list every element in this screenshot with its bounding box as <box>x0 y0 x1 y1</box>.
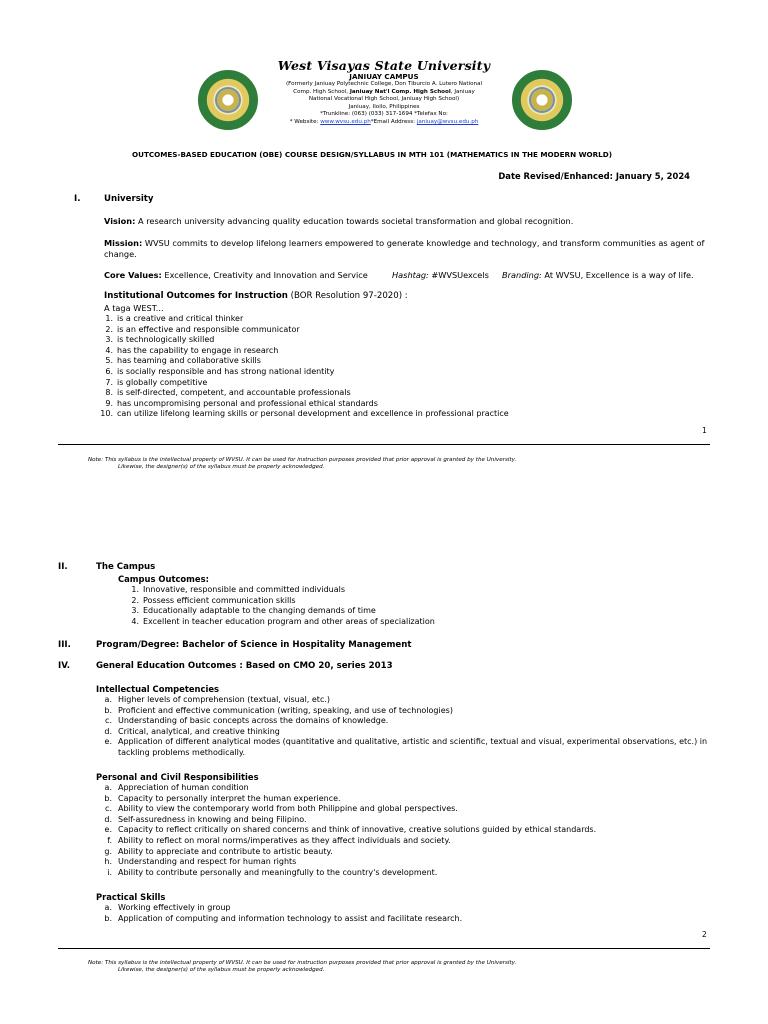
campus-seal-right-icon <box>512 70 572 130</box>
hashtag-label: Hashtag: <box>392 270 429 280</box>
practical-skills-list <box>100 903 708 924</box>
vision-text: A research university advancing quality education towards societal transformation and global recognition. <box>135 216 574 226</box>
campus-name: JANIUAY CAMPUS <box>349 72 419 81</box>
campus-outcomes-list <box>126 585 435 627</box>
section-4-number: IV. <box>58 661 71 671</box>
branding-paragraph <box>502 270 694 281</box>
list-item: e. Application of different analytical modes (quantitative and qualitative, artistic and scientific, textual and visual, experimental observations, etc.) in tackling problems methodically. <box>104 737 708 757</box>
mission-paragraph <box>104 238 714 259</box>
mission-text: WVSU commits to develop lifelong learners empowered to generate knowledge and technology, and transform communities as agent of change. <box>104 238 705 259</box>
section-2-number: II. <box>58 562 68 572</box>
list-item: b. Capacity to personally interpret the human experience. <box>104 793 341 803</box>
core-values-text: Excellence, Creativity and Innovation and Service <box>161 270 368 280</box>
header-line-3: National Vocational High School, Janiuay High School) <box>308 96 460 103</box>
core-values-paragraph <box>104 270 368 281</box>
list-item: 10. can utilize lifelong learning skills or personal development and excellence in professional practice <box>100 409 509 419</box>
university-seal-left-icon <box>198 70 258 130</box>
institutional-outcomes-label: Institutional Outcomes for Instruction <box>104 291 288 301</box>
page-number-1: 1 <box>702 426 707 435</box>
list-item: 8. is self-directed, competent, and accountable professionals <box>105 388 351 398</box>
list-item: f. Ability to reflect on moral norms/imperatives as they affect individuals and society. <box>107 835 451 845</box>
date-revised: Date Revised/Enhanced: January 5, 2024 <box>498 171 690 181</box>
section-1-number: I. <box>74 194 81 204</box>
section-1-title: University <box>104 194 154 204</box>
list-item: 4. Excellent in teacher education program and other areas of specialization <box>131 616 435 626</box>
institutional-outcomes-list <box>100 314 509 420</box>
header-contact-line <box>274 119 494 127</box>
core-values-label: Core Values: <box>104 270 162 280</box>
footer-note-line-2: Likewise, the designer(s) of the syllabus must be properly acknowledged. <box>118 967 325 974</box>
header-address-block <box>274 81 494 126</box>
list-item: e. Capacity to reflect critically on shared concerns and think of innovative, creative solutions guided by ethical standards. <box>104 825 597 835</box>
footer-note-line-2: Likewise, the designer(s) of the syllabus must be properly acknowledged. <box>118 464 325 471</box>
header-line-5: *Trunkline: (063) (033) 317-1694 *Telefax No: <box>320 111 448 118</box>
list-item: a. Higher levels of comprehension (textual, visual, etc.) <box>104 695 331 704</box>
email-label: *Email Address: <box>370 118 417 125</box>
header-line-2c: , Janiuay <box>450 88 475 95</box>
list-item: 5. has teaming and collaborative skills <box>105 356 261 366</box>
list-item: a. Appreciation of human condition <box>104 783 249 792</box>
practical-skills-heading: Practical Skills <box>96 892 166 902</box>
footer-note-line-1: Note: This syllabus is the intellectual property of WVSU. It can be used for instruction purposes provided that prior approval is granted by the University. <box>88 457 517 463</box>
list-item: 3. Educationally adaptable to the changing demands of time <box>131 606 376 616</box>
list-item: d. Critical, analytical, and creative thinking <box>104 726 280 736</box>
list-item: a. Working effectively in group <box>104 903 231 912</box>
list-item: h. Understanding and respect for human rights <box>104 857 297 867</box>
personal-civil-list <box>100 783 708 878</box>
branding-text: At WVSU, Excellence is a way of life. <box>541 270 694 280</box>
list-item: b. Application of computing and information technology to assist and facilitate research. <box>104 913 463 923</box>
list-item: b. Proficient and effective communication (writing, speaking, and use of technologies) <box>104 705 453 715</box>
branding-label: Branding: <box>502 270 542 280</box>
course-title: OUTCOMES-BASED EDUCATION (OBE) COURSE DESIGN/SYLLABUS IN MTH 101 (MATHEMATICS IN THE MODERN WORLD) <box>132 150 613 159</box>
personal-civil-heading: Personal and Civil Responsibilities <box>96 772 259 782</box>
footer-note-1 <box>88 457 516 472</box>
list-item: 1. is a creative and critical thinker <box>105 314 244 323</box>
website-label: * Website: <box>289 118 321 125</box>
vision-paragraph <box>104 216 573 227</box>
section-2-title: The Campus <box>96 562 156 572</box>
institutional-outcomes-intro: A taga WEST... <box>104 303 164 313</box>
mission-label: Mission: <box>104 238 143 248</box>
list-item: d. Self-assuredness in knowing and being Filipino. <box>104 814 307 824</box>
list-item: c. Ability to view the contemporary world from both Philippine and global perspectives. <box>105 804 458 814</box>
section-3-number: III. <box>58 640 71 650</box>
footer-note-line-1: Note: This syllabus is the intellectual property of WVSU. It can be used for instruction purposes provided that prior approval is granted by the University. <box>88 960 517 966</box>
header-line-2 <box>274 89 494 97</box>
campus-outcomes-heading: Campus Outcomes: <box>118 574 209 584</box>
list-item: 6. is socially responsible and has strong national identity <box>105 366 335 376</box>
list-item: 2. Possess efficient communication skills <box>131 595 296 605</box>
header-line-4: Janiuay, Iloilo, Philippines <box>348 103 420 110</box>
list-item: 4. has the capability to engage in research <box>105 345 279 355</box>
page-number-2: 2 <box>702 930 707 939</box>
list-item: g. Ability to appreciate and contribute to artistic beauty. <box>104 846 333 856</box>
university-name: West Visayas State University <box>277 58 491 73</box>
header-line-2a: Comp. High School, <box>293 88 350 95</box>
hashtag-paragraph <box>392 270 489 281</box>
list-item: 1. Innovative, responsible and committed individuals <box>131 585 346 594</box>
list-item: 3. is technologically skilled <box>105 335 215 345</box>
section-3-title: Program/Degree: Bachelor of Science in Hospitality Management <box>96 640 412 650</box>
list-item: 7. is globally competitive <box>105 377 208 387</box>
institutional-outcomes-heading <box>104 291 408 302</box>
email-link[interactable]: janiuay@wvsu.edu.ph <box>416 118 479 125</box>
footer-divider-2 <box>58 948 710 949</box>
list-item: 9. has uncompromising personal and professional ethical standards <box>105 398 378 408</box>
list-item: c. Understanding of basic concepts across the domains of knowledge. <box>105 716 389 726</box>
footer-divider-1 <box>58 444 710 445</box>
header-line-2b: Janiuay Nat'l Comp. High School <box>349 88 451 95</box>
list-item: i. Ability to contribute personally and meaningfully to the country's development. <box>107 867 438 877</box>
institutional-outcomes-ref: (BOR Resolution 97-2020) : <box>287 291 408 301</box>
intellectual-competencies-list <box>100 695 708 759</box>
header-line-1: (Formerly Janiuay Polytechnic College, Don Tiburcio A. Lutero National <box>285 81 483 87</box>
hashtag-text: #WVSUexcels <box>428 270 489 280</box>
list-item: 2. is an effective and responsible communicator <box>105 324 300 334</box>
vision-label: Vision: <box>104 216 136 226</box>
intellectual-competencies-heading: Intellectual Competencies <box>96 684 219 694</box>
section-4-title: General Education Outcomes : Based on CMO 20, series 2013 <box>96 661 393 671</box>
footer-note-2 <box>88 960 516 975</box>
website-link[interactable]: www.wvsu.edu.ph <box>320 118 371 125</box>
